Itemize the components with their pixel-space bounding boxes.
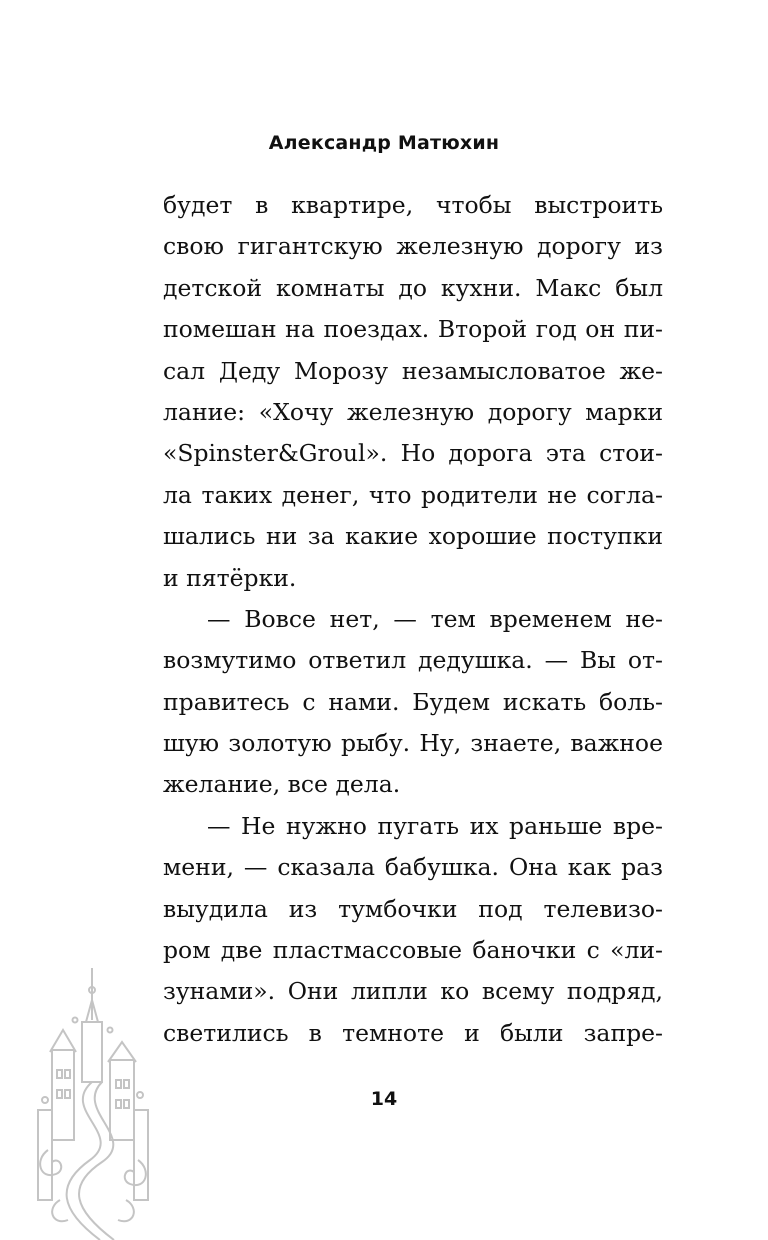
text-line: сал Деду Морозу незамысловатое же- [163, 356, 663, 385]
text-line: и пятёрки. [163, 563, 297, 592]
text-line: светились в темноте и были запре- [163, 1018, 663, 1047]
text-line: детской комнаты до кухни. Макс был [163, 273, 663, 302]
text-line: ла таких денег, что родители не согла- [163, 480, 663, 509]
text-line: зунами». Они липли ко всему подряд, [163, 977, 663, 1006]
text-line: будет в квартире, чтобы выстроить [163, 191, 663, 219]
text-line: помешан на поездах. Второй год он пи- [163, 315, 663, 344]
text-line: — Не нужно пугать их раньше вре- [207, 811, 663, 840]
body-text [163, 185, 663, 1054]
city-spire-ornament-icon [30, 960, 155, 1240]
text-line: шались ни за какие хорошие поступки [163, 522, 663, 551]
text-line: ром две пластмассовые баночки с «ли- [163, 936, 663, 965]
text-line: мени, — сказала бабушка. Она как раз [163, 853, 663, 882]
text-line: — Вовсе нет, — тем временем не- [207, 604, 663, 633]
running-head: Александр Матюхин [268, 132, 500, 154]
text-line: возмутимо ответил дедушка. — Вы от- [163, 646, 663, 675]
text-line: шую золотую рыбу. Ну, знаете, важное [163, 729, 663, 758]
text-line: «Spinster&Groul». Но дорога эта стои- [163, 439, 663, 468]
text-line: лание: «Хочу железную дорогу марки [163, 397, 663, 426]
text-line: желание, все дела. [163, 770, 401, 799]
text-line: правитесь с нами. Будем искать боль- [163, 687, 663, 716]
text-line: свою гигантскую железную дорогу из [163, 232, 663, 261]
text-line: выудила из тумбочки под телевизо- [163, 894, 663, 923]
page-number: 14 [370, 1088, 398, 1110]
